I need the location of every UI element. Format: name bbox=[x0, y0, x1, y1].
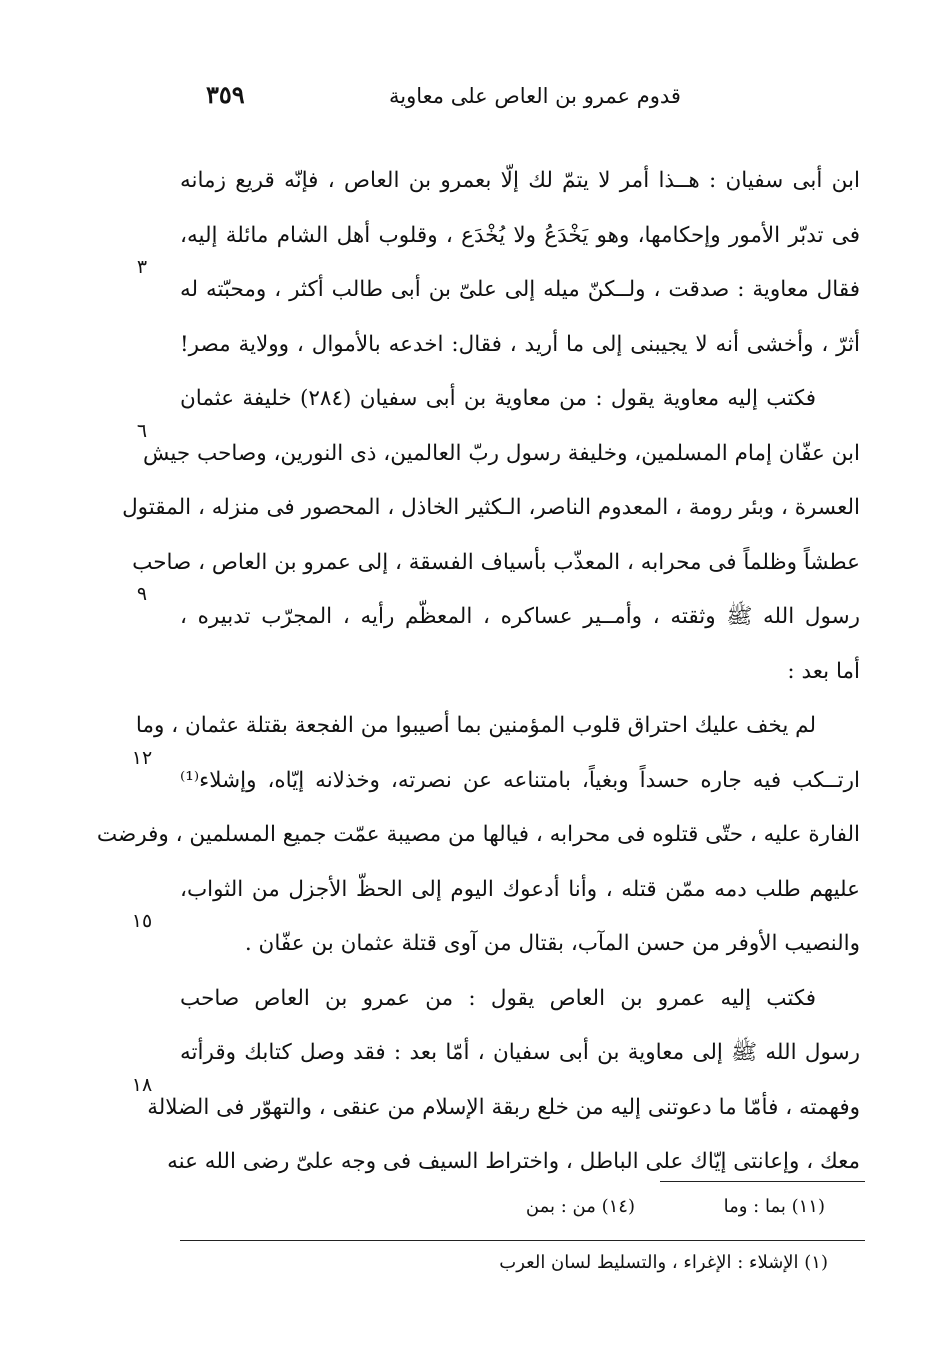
text-line-5: فكتب إليه معاوية يقول : من معاوية بن أبى سفيان (٢٨٤) خليفة عثمان bbox=[180, 386, 816, 411]
text-line-8: عطشاً وظلماً فى محرابه ، المعذّب بأسياف الفسقة ، إلى عمرو بن العاص ، صاحب bbox=[132, 549, 860, 575]
variant-reading-14: (١٤) من : بمن bbox=[525, 1196, 635, 1217]
variant-readings bbox=[470, 1190, 825, 1224]
text-line-18: وفهمته ، فأمّا ما دعوتنى إليه من خلع ربقة الإسلام من عنقى ، والتهوّر فى الضلالة bbox=[147, 1094, 860, 1120]
text-line-15: والنصيب الأوفر من حسن المآب، بقتال من آوى قتلة عثمان بن عفّان . bbox=[244, 931, 860, 956]
text-line-19: معك ، وإعانتى إيّاك على الباطل ، واختراط السيف فى وجه علىّ رضى الله عنه bbox=[167, 1149, 860, 1174]
text-line-14: عليهم طلب دمه ممّن قتله ، وأنا أدعوك اليوم إلى الحظّ الأجزل من الثواب، bbox=[180, 876, 860, 902]
line-number-15: ١٥ bbox=[131, 910, 153, 932]
line-number-6: ٦ bbox=[136, 420, 148, 442]
variant-reading-11: (١١) بما : وما bbox=[723, 1196, 825, 1217]
footnote-1: (١) الإشلاء : الإغراء ، والتسليط لسان العرب bbox=[499, 1252, 828, 1273]
line-number-18: ١٨ bbox=[131, 1074, 153, 1096]
text-line-9: رسول الله ﷺ وثقته ، وأمــير عساكره ، المعظّم رأيه ، المجرّب تدبيره ، bbox=[180, 604, 860, 629]
text-line-3: فقال معاوية : صدقت ، ولــكنّ ميله إلى علىّ بن أبى طالب أكثر ، ومحبّته له bbox=[180, 277, 860, 302]
line-number-12: ١٢ bbox=[131, 747, 153, 769]
text-line-10: أما بعد : bbox=[787, 658, 860, 684]
footnote-separator-2 bbox=[180, 1240, 865, 1241]
page-number: ٣٥٩ bbox=[206, 80, 245, 109]
running-head: قدوم عمرو بن العاص على معاوية bbox=[389, 84, 681, 108]
text-line-12: ارتــكب فيه جاره حسداً وبغياً، بامتناعه عن نصرته، وخذلانه إيّاه، وإشلاء⁽¹⁾ bbox=[180, 767, 860, 793]
footnote-separator bbox=[660, 1181, 865, 1182]
text-line-11: لم يخف عليك احتراق قلوب المؤمنين بما أصيبوا من الفجعة بقتلة عثمان ، وما bbox=[135, 713, 816, 738]
text-line-4: أثرّ ، وأخشى أنه لا يجيبنى إلى ما أريد ، فقال: اخدعه بالأموال ، وولاية مصر! bbox=[180, 331, 860, 357]
text-line-2: فى تدبّر الأمور وإحكامها، وهو يَخْدَعُ ولا يُخْدَع ، وقلوب أهل الشام مائلة إليه، bbox=[180, 222, 860, 248]
text-line-6: ابن عفّان إمام المسلمين، وخليفة رسول ربّ العالمين، ذى النورين، وصاحب جيش bbox=[143, 440, 860, 466]
text-line-13: الفارة عليه ، حتّى قتلوه فى محرابه ، فيالها من مصيبة عمّت جميع المسلمين ، وفرضت bbox=[96, 822, 860, 847]
text-line-7: العسرة ، وبئر رومة ، المعدوم الناصر، الـكثير الخاذل ، المحصور فى منزله ، المقتول bbox=[122, 495, 860, 520]
text-line-16: فكتب إليه عمرو بن العاص يقول : من عمرو بن العاص صاحب bbox=[180, 985, 816, 1011]
line-number-9: ٩ bbox=[136, 583, 148, 605]
line-number-3: ٣ bbox=[136, 256, 148, 278]
text-line-1: ابن أبى سفيان : هــذا أمر لا يتمّ لك إلّا بعمرو بن العاص ، فإنّه قريع زمانه bbox=[180, 168, 860, 193]
text-line-17: رسول الله ﷺ إلى معاوية بن أبى سفيان ، أمّا بعد : فقد وصل كتابك وقرأته bbox=[180, 1040, 860, 1065]
